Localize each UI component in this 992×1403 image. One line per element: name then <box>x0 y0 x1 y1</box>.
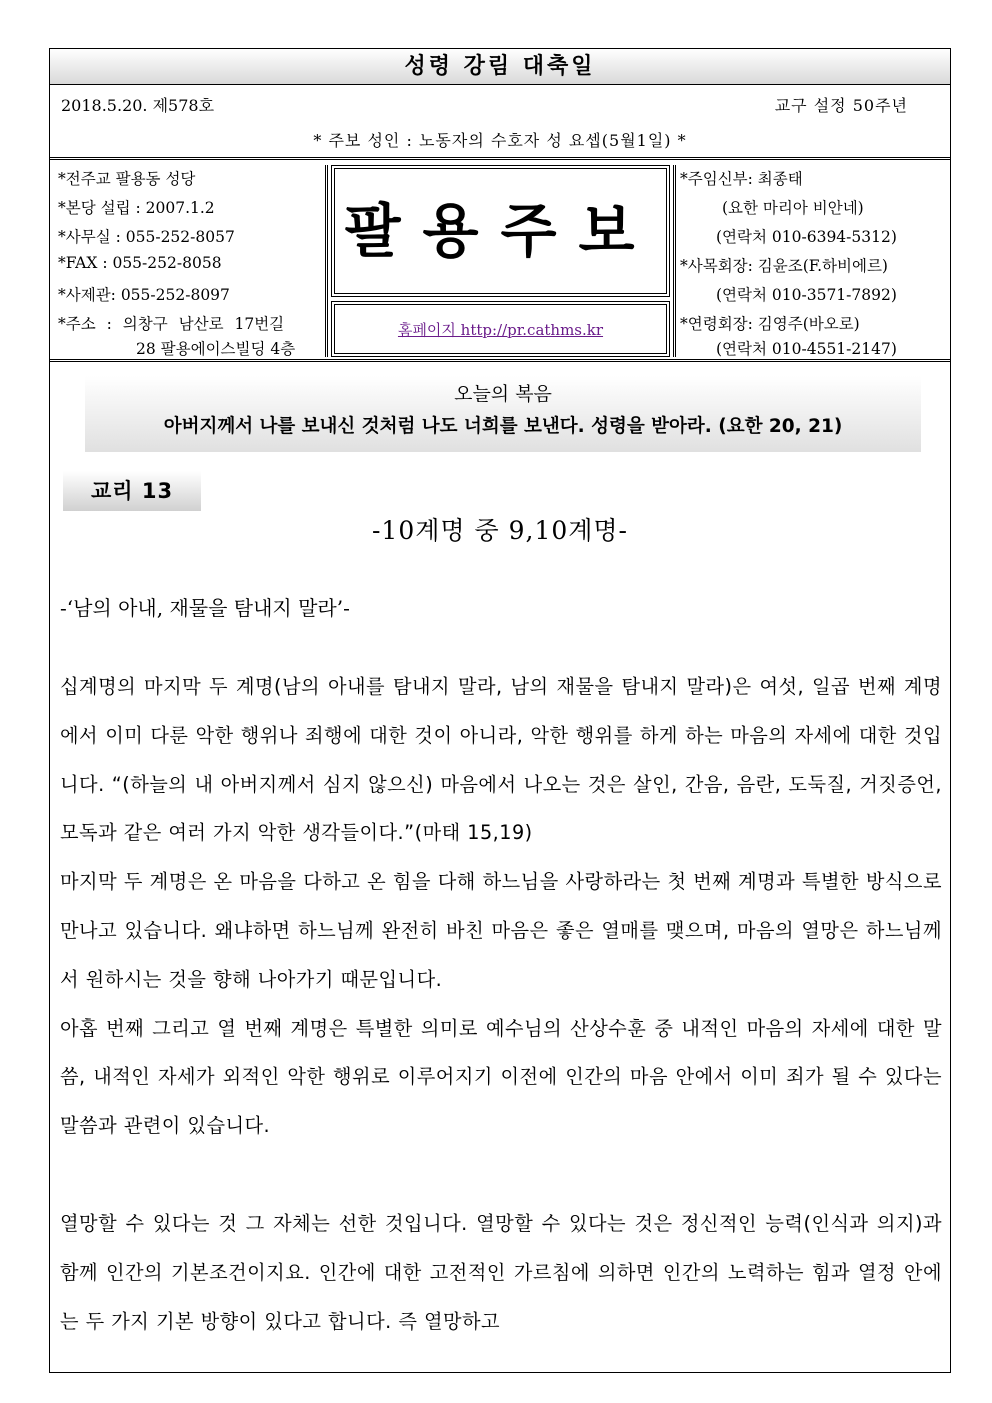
address-line-2: 28 팔용에이스빌딩 4층 <box>136 340 296 358</box>
pastor-baptismal-name: (요한 마리아 비안네) <box>722 199 864 217</box>
pastor-name: *주임신부: 최종태 <box>680 170 803 188</box>
bulletin-logo: 팔용주보 <box>331 165 670 297</box>
paragraph: 아홉 번째 그리고 열 번째 계명은 특별한 의미로 예수님의 산상수훈 중 내적인 마음의 자세에 대한 말씀, 내적인 자세가 외적인 악한 행위로 이루어지기 이전에 인간의 마음 안에서 이미 죄가 될 수 있다는 말씀과 관련이 있습니다. <box>60 1016 942 1138</box>
homepage-box <box>331 301 670 357</box>
lesson-quote: -‘남의 아내, 재물을 탐내지 말라’- <box>60 596 350 620</box>
council-president: *사목회장: 김윤조(F.하비에르) <box>680 257 888 275</box>
office-phone: *사무실 : 055-252-8057 <box>58 228 235 246</box>
gospel-heading: 오늘의 복음 <box>454 383 552 405</box>
address-line-1: *주소 : 의창구 남산로 17번길 <box>58 315 285 333</box>
funeral-committee-head: *연령회장: 김영주(바오로) <box>680 315 860 333</box>
bulletin-page <box>49 48 951 1373</box>
paragraph-spacer <box>60 1151 942 1200</box>
anniversary-text: 교구 설정 50주년 <box>774 96 908 115</box>
paragraph: 십계명의 마지막 두 계명(남의 아내를 탐내지 말라, 남의 재물을 탐내지 말라)은 여섯, 일곱 번째 계명에서 이미 다룬 악한 행위나 죄행에 대한 것이 아니라, 악한 행위를 하게 하는 마음의 자세에 대한 것입니다. “(하늘의 내 아버지께서 심지 않으신) 마음에서 나오는 것은 살인, 간음, 음란, 도둑질, 거짓증언, 모독과 같은 여러 가지 악한 생각들이다.”(마태 15,19) <box>60 675 942 845</box>
header-box <box>50 49 950 160</box>
gospel-text: 아버지께서 나를 보내신 것처럼 나도 너희를 보낸다. 성령을 받아라. (요한 20, 21) <box>163 416 843 437</box>
lesson-body <box>60 663 942 1346</box>
date-issue: 2018.5.20. 제578호 <box>61 96 215 115</box>
paragraph: 마지막 두 계명은 온 마음을 다하고 온 힘을 다해 하느님을 사랑하라는 첫 번째 계명과 특별한 방식으로 만나고 있습니다. 왜냐하면 하느님께 완전히 바친 마음은 좋은 열매를 맺으며, 마음의 열망은 하느님께서 원하시는 것을 향해 나아가기 때문입니다. <box>60 870 942 991</box>
staff-info-box <box>673 165 950 357</box>
lesson-subtitle: -10계명 중 9,10계명- <box>371 516 628 545</box>
parish-info-box <box>50 165 328 357</box>
gospel-box <box>85 376 921 452</box>
council-president-contact: (연락처 010-3571-7892) <box>716 286 897 304</box>
patron-saint: * 주보 성인 : 노동자의 수호자 성 요셉(5월1일) * <box>313 131 687 150</box>
fax-number: *FAX : 055-252-8058 <box>58 254 222 272</box>
founding-date: *본당 설립 : 2007.1.2 <box>58 199 215 217</box>
doctrine-badge: 교리 13 <box>63 471 201 511</box>
rectory-phone: *사제관: 055-252-8097 <box>58 286 230 304</box>
feast-title: 성령 강림 대축일 <box>50 49 950 85</box>
funeral-committee-contact: (연락처 010-4551-2147) <box>716 340 897 358</box>
parish-name: *전주교 팔용동 성당 <box>58 170 196 188</box>
paragraph: 열망할 수 있다는 것 그 자체는 선한 것입니다. 열망할 수 있다는 것은 정신적인 능력(인식과 의지)과 함께 인간의 기본조건이지요. 인간에 대한 고전적인 가르침에 의하면 인간의 노력하는 힘과 열정 안에는 두 가지 기본 방향이 있다고 합니다. 즉 열망하고 <box>60 1211 942 1333</box>
pastor-contact: (연락처 010-6394-5312) <box>716 228 897 246</box>
homepage-link[interactable]: 홈페이지 http://pr.cathms.kr <box>397 321 604 339</box>
section-divider <box>50 359 950 362</box>
